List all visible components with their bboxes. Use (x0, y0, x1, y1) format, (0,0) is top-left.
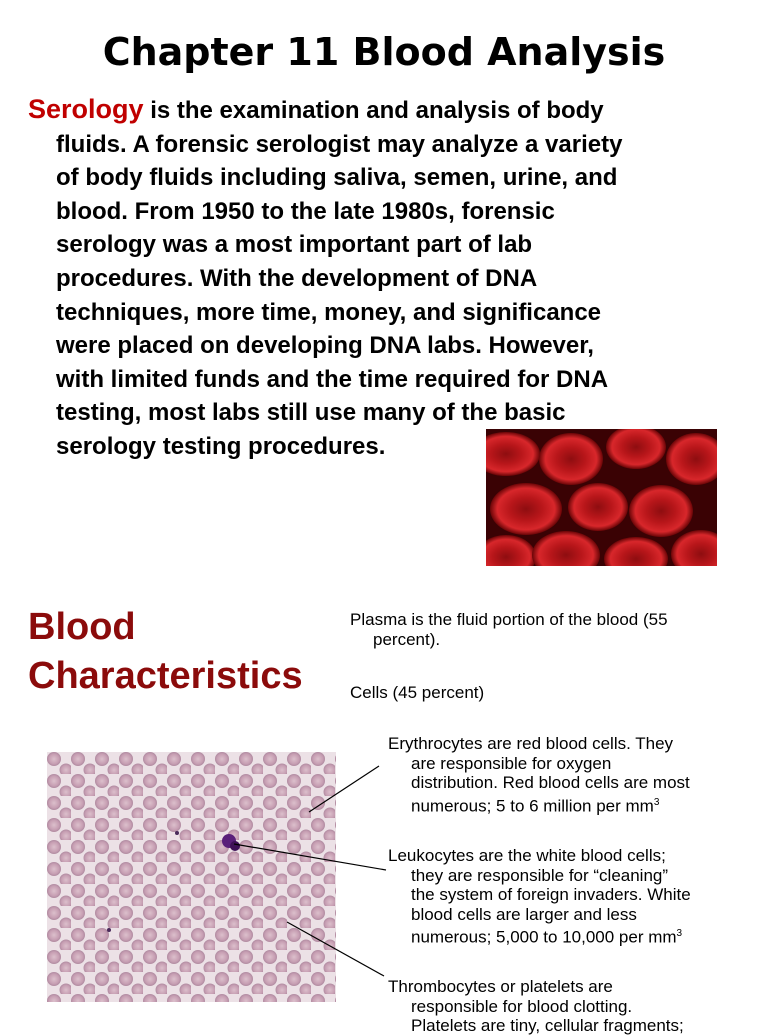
leukocytes-exponent: 3 (676, 928, 683, 939)
erythrocytes-exponent: 3 (653, 796, 660, 808)
leukocytes-text: Leukocytes are the white blood cells; they are responsible for “cleaning” the system of foreign invaders. White blood cells are larger and less numerous; 5,000 to 10,000 per mm (388, 846, 691, 947)
thrombocytes-fact: Thrombocytes or platelets are responsible for blood clotting. Platelets are tiny, cellular fragments; (388, 977, 684, 1035)
serology-paragraph (28, 93, 756, 464)
cells-fact: Cells (45 percent) (350, 683, 485, 702)
blood-smear-photo (47, 752, 336, 1002)
red-blood-cells-photo (486, 429, 717, 566)
erythrocytes-text: Erythrocytes are red blood cells. They are responsible for oxygen distribution. Red blood cells are most numerous; 5 to 6 million per mm (388, 734, 690, 816)
serology-term: Serology (28, 94, 144, 124)
leukocytes-fact (388, 846, 768, 947)
blood-characteristics-heading: Blood Characteristics (28, 606, 303, 697)
serology-definition: is the examination and analysis of body fluids. A forensic serologist may analyze a variety of body fluids including saliva, semen, urine, and blood. From 1950 to the late 1980s, forensic serology was a most important part of lab procedures. With the development of DNA techniques, more time, money, and significance were placed on developing DNA labs. However, with limited funds and the time required for DNA testing, most labs still use many of the basic serology testing procedures. (56, 97, 623, 460)
plasma-fact: Plasma is the fluid portion of the blood (55 percent). (350, 610, 668, 649)
page-title: Chapter 11 Blood Analysis (102, 30, 666, 74)
erythrocytes-fact (388, 734, 768, 816)
